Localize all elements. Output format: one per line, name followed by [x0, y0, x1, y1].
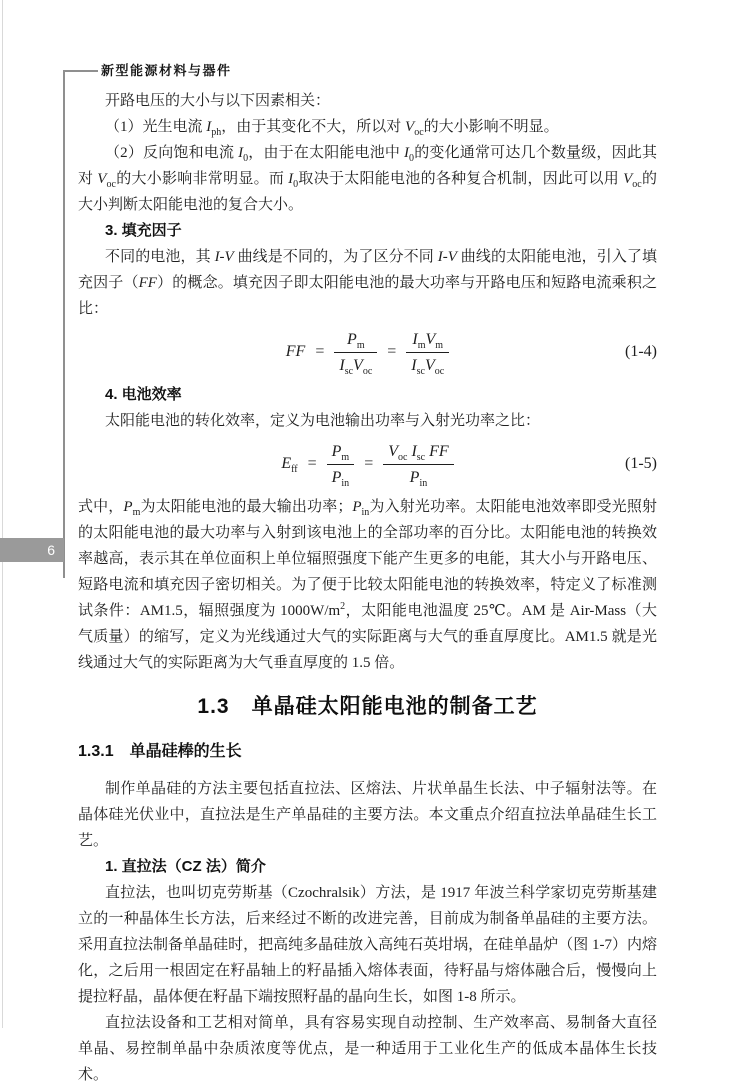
- fraction-denominator: $I_{sc}V_{oc}$: [411, 356, 445, 377]
- subsection-heading-1-3-1: 1.3.1 单晶硅棒的生长: [78, 743, 242, 760]
- heading-fill-factor: 3. 填充因子: [105, 222, 182, 239]
- paragraph-open-circuit-intro: 开路电压的大小与以下因素相关：: [105, 93, 331, 109]
- fraction: [327, 440, 355, 489]
- paragraph-growth-methods: 制作单晶硅的方法主要包括直拉法、区熔法、片状单晶生长法、中子辐射法等。在晶体硅光伏业中，直拉法是生产单晶硅的主要方法。本文重点介绍直拉法单晶硅生长工艺。: [78, 781, 657, 849]
- fraction: [383, 440, 453, 489]
- fraction-numerator: $P_m$: [327, 440, 355, 465]
- list-item-saturation-current: （2）反向饱和电流 $I_0$，由于在太阳能电池中 $I_0$的变化通常可达几个数量级，因此其对 $V_{oc}$的大小影响非常明显。而 $I_0$取决于太阳能电池的各种复合机制，因此可以用 $V_{oc}$的大小判断太阳能电池的复合大小。: [78, 145, 657, 213]
- equals-sign: =: [307, 455, 317, 472]
- header-rule: [63, 70, 98, 72]
- paragraph-efficiency-def: 太阳能电池的转化效率，定义为电池输出功率与入射光功率之比：: [105, 413, 541, 429]
- fraction-denominator: $P_{in}$: [409, 468, 428, 489]
- equals-sign: =: [315, 343, 325, 360]
- fraction-numerator: $V_{oc}$ $I_{sc}$ FF: [383, 440, 453, 465]
- equation-body: [286, 328, 449, 377]
- list-item-photocurrent: （1）光生电流 $I_{ph}$，由于其变化不大，所以对 $V_{oc}$的大小影响不明显。: [105, 119, 559, 138]
- equals-sign: =: [387, 343, 397, 360]
- page-edge-line: [2, 0, 3, 1028]
- section-heading-1-3: 1.3 单晶硅太阳能电池的制备工艺: [197, 695, 538, 718]
- page-content: [78, 88, 657, 1088]
- equation-lhs: $E_{ff}$: [281, 455, 298, 476]
- paragraph-cz-advantages: 直拉法设备和工艺相对简单，具有容易实现自动控制、生产效率高、易制备大直径单晶、易控制单晶中杂质浓度等优点，是一种适用于工业化生产的低成本晶体生长技术。: [78, 1015, 657, 1083]
- equation-number: (1-4): [625, 343, 657, 360]
- paragraph-efficiency-explain: 式中，$P_m$为太阳能电池的最大输出功率；$P_{in}$为入射光功率。太阳能电池效率即受光照射的太阳能电池的最大功率与入射到该电池上的全部功率的百分比。太阳能电池的转换效率越高，表示其在单位面积上单位辐照强度下能产生更多的电能，其大小与开路电压、短路电流和填充因子密切相关。为了便于比较太阳能电池的转换效率，特定义了标准测试条件：AM1.5，辐照强度为 $1000W/m^2$，太阳能电池温度 25℃。AM 是 Air-Mass（大气质量）的缩写，定义为光线通过大气的实际距离与大气的垂直厚度比。AM1.5 就是光线通过大气的实际距离为大气垂直厚度的 1.5 倍。: [78, 499, 657, 671]
- equation-body: [281, 440, 453, 489]
- equals-sign: =: [364, 455, 374, 472]
- paragraph-fill-factor: 不同的电池，其 I-V 曲线是不同的，为了区分不同 I-V 曲线的太阳能电池，引入了填充因子（FF）的概念。填充因子即太阳能电池的最大功率与开路电压和短路电流乘积之比：: [78, 249, 657, 317]
- equation-1-5: [78, 436, 657, 492]
- equation-1-4: [78, 324, 657, 380]
- page-number-tab: [0, 538, 64, 562]
- fraction: [334, 328, 377, 377]
- fraction: [406, 328, 449, 377]
- fraction-numerator: $I_mV_m$: [406, 328, 449, 353]
- fraction-denominator: $P_{in}$: [331, 468, 350, 489]
- paragraph-cz-description: 直拉法，也叫切克劳斯基（Czochralsik）方法，是 1917 年波兰科学家切克劳斯基建立的一种晶体生长方法，后来经过不断的改进完善，目前成为制备单晶硅的主要方法。采用直拉法制备单晶硅时，把高纯多晶硅放入高纯石英坩埚，在硅单晶炉（图 1-7）内熔化，之后用一根固定在籽晶轴上的籽晶插入熔体表面，待籽晶与熔体融合后，慢慢向上提拉籽晶，晶体便在籽晶下端按照籽晶的晶向生长，如图 1-8 所示。: [78, 885, 657, 1005]
- fraction-denominator: $I_{sc}V_{oc}$: [339, 356, 373, 377]
- heading-cz-method: 1. 直拉法（CZ 法）简介: [105, 858, 266, 875]
- heading-cell-efficiency: 4. 电池效率: [105, 386, 182, 403]
- margin-rule-vertical: [63, 70, 65, 578]
- equation-lhs: FF: [285, 343, 306, 360]
- page-number: 6: [47, 542, 55, 558]
- fraction-numerator: $P_m$: [334, 328, 377, 353]
- equation-number: (1-5): [625, 455, 657, 472]
- running-header: 新型能源材料与器件: [101, 63, 232, 78]
